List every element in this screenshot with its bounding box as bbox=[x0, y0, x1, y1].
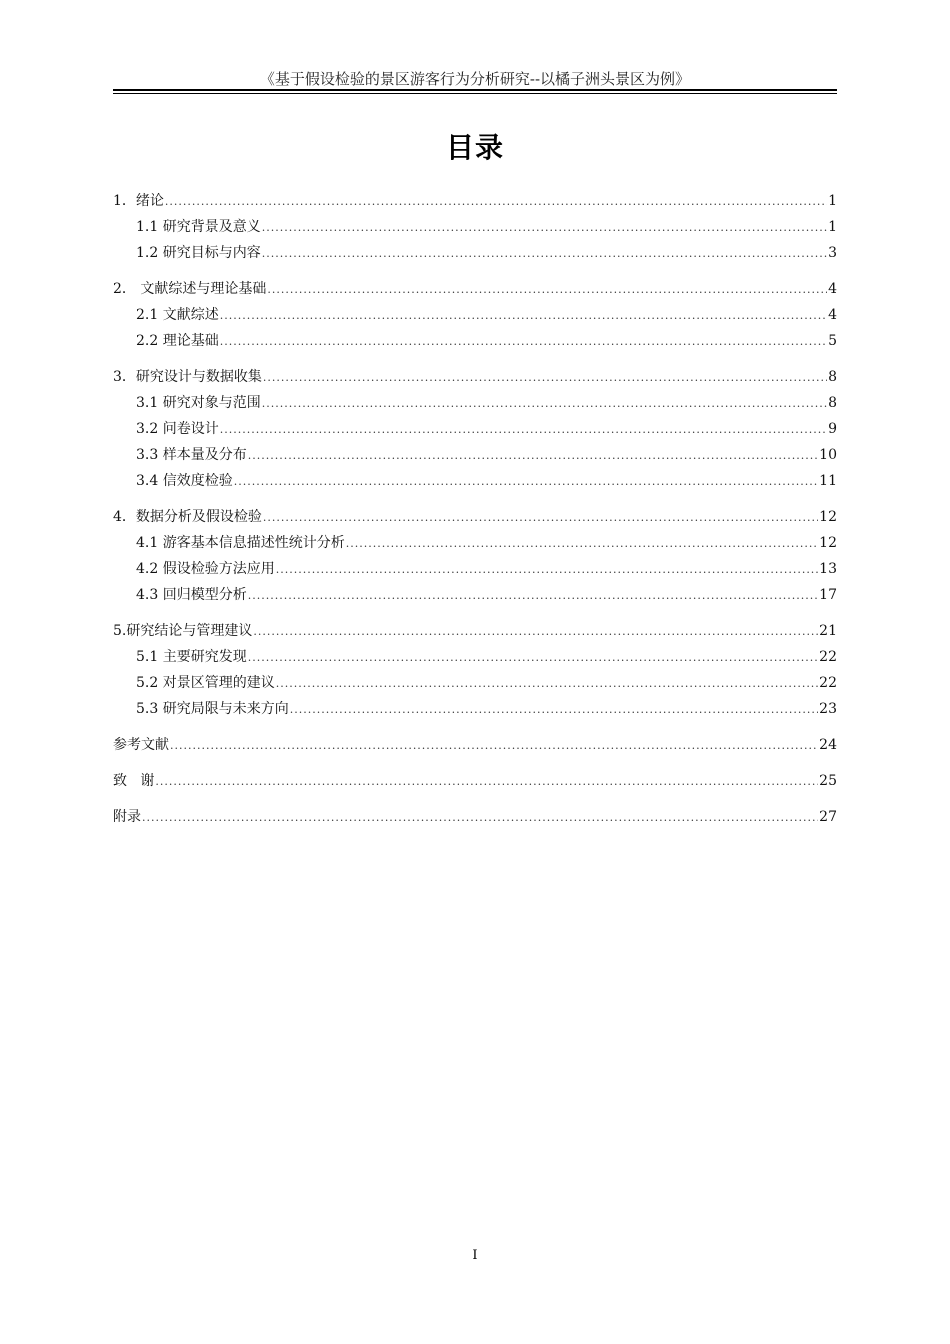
toc-label: 3.2 问卷设计 bbox=[136, 421, 219, 437]
toc-label: 3.3 样本量及分布 bbox=[136, 447, 247, 463]
dot-leader bbox=[253, 619, 818, 645]
toc-page: 24 bbox=[819, 737, 837, 753]
page-title: 目录 bbox=[445, 131, 504, 164]
toc-page: 8 bbox=[828, 395, 837, 411]
toc-entry-acknowledgements[interactable] bbox=[113, 768, 837, 794]
toc-entry-4-1[interactable] bbox=[113, 530, 837, 556]
dot-leader bbox=[165, 189, 827, 215]
dot-leader bbox=[346, 531, 818, 557]
dot-leader bbox=[248, 645, 818, 671]
toc-label: 5.2 对景区管理的建议 bbox=[136, 675, 275, 691]
toc-entry-3-1[interactable] bbox=[113, 390, 837, 416]
toc-label: 4.2 假设检验方法应用 bbox=[136, 561, 275, 577]
toc-entry-4-2[interactable] bbox=[113, 556, 837, 582]
toc-entry-5[interactable] bbox=[113, 618, 837, 644]
dot-leader bbox=[262, 391, 827, 417]
table-of-contents bbox=[113, 188, 837, 830]
toc-page: 22 bbox=[819, 675, 837, 691]
toc-entry-2-1[interactable] bbox=[113, 302, 837, 328]
toc-page: 21 bbox=[819, 623, 837, 639]
toc-label: 1．绪论 bbox=[113, 193, 164, 209]
toc-label: 2.1 文献综述 bbox=[136, 307, 219, 323]
toc-page: 23 bbox=[819, 701, 837, 717]
toc-entry-2[interactable] bbox=[113, 276, 837, 302]
toc-entry-5-3[interactable] bbox=[113, 696, 837, 722]
toc-page: 1 bbox=[828, 193, 837, 209]
dot-leader bbox=[276, 671, 818, 697]
dot-leader bbox=[263, 365, 827, 391]
toc-label: 5.研究结论与管理建议 bbox=[113, 623, 253, 639]
dot-leader bbox=[220, 417, 827, 443]
toc-page: 8 bbox=[828, 369, 837, 385]
header-rule-thin bbox=[113, 93, 837, 94]
toc-page: 11 bbox=[819, 473, 837, 489]
dot-leader bbox=[248, 443, 818, 469]
toc-label: 5.1 主要研究发现 bbox=[136, 649, 247, 665]
toc-entry-4[interactable] bbox=[113, 504, 837, 530]
dot-leader bbox=[220, 329, 827, 355]
toc-page: 12 bbox=[819, 509, 837, 525]
toc-label: 3.1 研究对象与范围 bbox=[136, 395, 261, 411]
toc-label: 1.1 研究背景及意义 bbox=[136, 219, 261, 235]
dot-leader bbox=[170, 733, 818, 759]
toc-label: 参考文献 bbox=[113, 737, 169, 753]
toc-entry-references[interactable] bbox=[113, 732, 837, 758]
toc-page: 10 bbox=[819, 447, 837, 463]
toc-label: 3．研究设计与数据收集 bbox=[113, 369, 262, 385]
toc-label: 3.4 信效度检验 bbox=[136, 473, 233, 489]
toc-label: 4．数据分析及假设检验 bbox=[113, 509, 262, 525]
toc-page: 3 bbox=[828, 245, 837, 261]
dot-leader bbox=[234, 469, 818, 495]
header-rule-thick bbox=[113, 89, 837, 91]
toc-entry-2-2[interactable] bbox=[113, 328, 837, 354]
dot-leader bbox=[155, 769, 818, 795]
dot-leader bbox=[262, 241, 827, 267]
dot-leader bbox=[220, 303, 827, 329]
dot-leader bbox=[142, 805, 818, 831]
toc-page: 27 bbox=[819, 809, 837, 825]
toc-page: 4 bbox=[828, 307, 837, 323]
toc-entry-1-2[interactable] bbox=[113, 240, 837, 266]
toc-entry-3-4[interactable] bbox=[113, 468, 837, 494]
toc-page: 9 bbox=[828, 421, 837, 437]
toc-label: 2． 文献综述与理论基础 bbox=[113, 281, 267, 297]
toc-page: 13 bbox=[819, 561, 837, 577]
toc-entry-1-1[interactable] bbox=[113, 214, 837, 240]
toc-entry-5-1[interactable] bbox=[113, 644, 837, 670]
toc-label: 2.2 理论基础 bbox=[136, 333, 219, 349]
toc-label: 致 谢 bbox=[113, 773, 155, 789]
toc-label: 4.1 游客基本信息描述性统计分析 bbox=[136, 535, 345, 551]
toc-page: 17 bbox=[819, 587, 837, 603]
dot-leader bbox=[276, 557, 818, 583]
dot-leader bbox=[263, 505, 818, 531]
toc-label: 附录 bbox=[113, 809, 141, 825]
toc-page: 1 bbox=[828, 219, 837, 235]
toc-entry-3-2[interactable] bbox=[113, 416, 837, 442]
toc-page: 5 bbox=[828, 333, 837, 349]
dot-leader bbox=[290, 697, 818, 723]
toc-entry-4-3[interactable] bbox=[113, 582, 837, 608]
toc-page: 12 bbox=[819, 535, 837, 551]
toc-label: 1.2 研究目标与内容 bbox=[136, 245, 261, 261]
toc-entry-1[interactable] bbox=[113, 188, 837, 214]
toc-label: 5.3 研究局限与未来方向 bbox=[136, 701, 289, 717]
toc-page: 25 bbox=[819, 773, 837, 789]
toc-entry-3[interactable] bbox=[113, 364, 837, 390]
dot-leader bbox=[248, 583, 818, 609]
page-number: I bbox=[472, 1248, 478, 1263]
toc-label: 4.3 回归模型分析 bbox=[136, 587, 247, 603]
dot-leader bbox=[267, 277, 827, 303]
toc-entry-5-2[interactable] bbox=[113, 670, 837, 696]
toc-page: 22 bbox=[819, 649, 837, 665]
running-header: 《基于假设检验的景区游客行为分析研究--以橘子洲头景区为例》 bbox=[259, 70, 691, 88]
toc-entry-3-3[interactable] bbox=[113, 442, 837, 468]
toc-page: 4 bbox=[828, 281, 837, 297]
dot-leader bbox=[262, 215, 827, 241]
toc-entry-appendix[interactable] bbox=[113, 804, 837, 830]
